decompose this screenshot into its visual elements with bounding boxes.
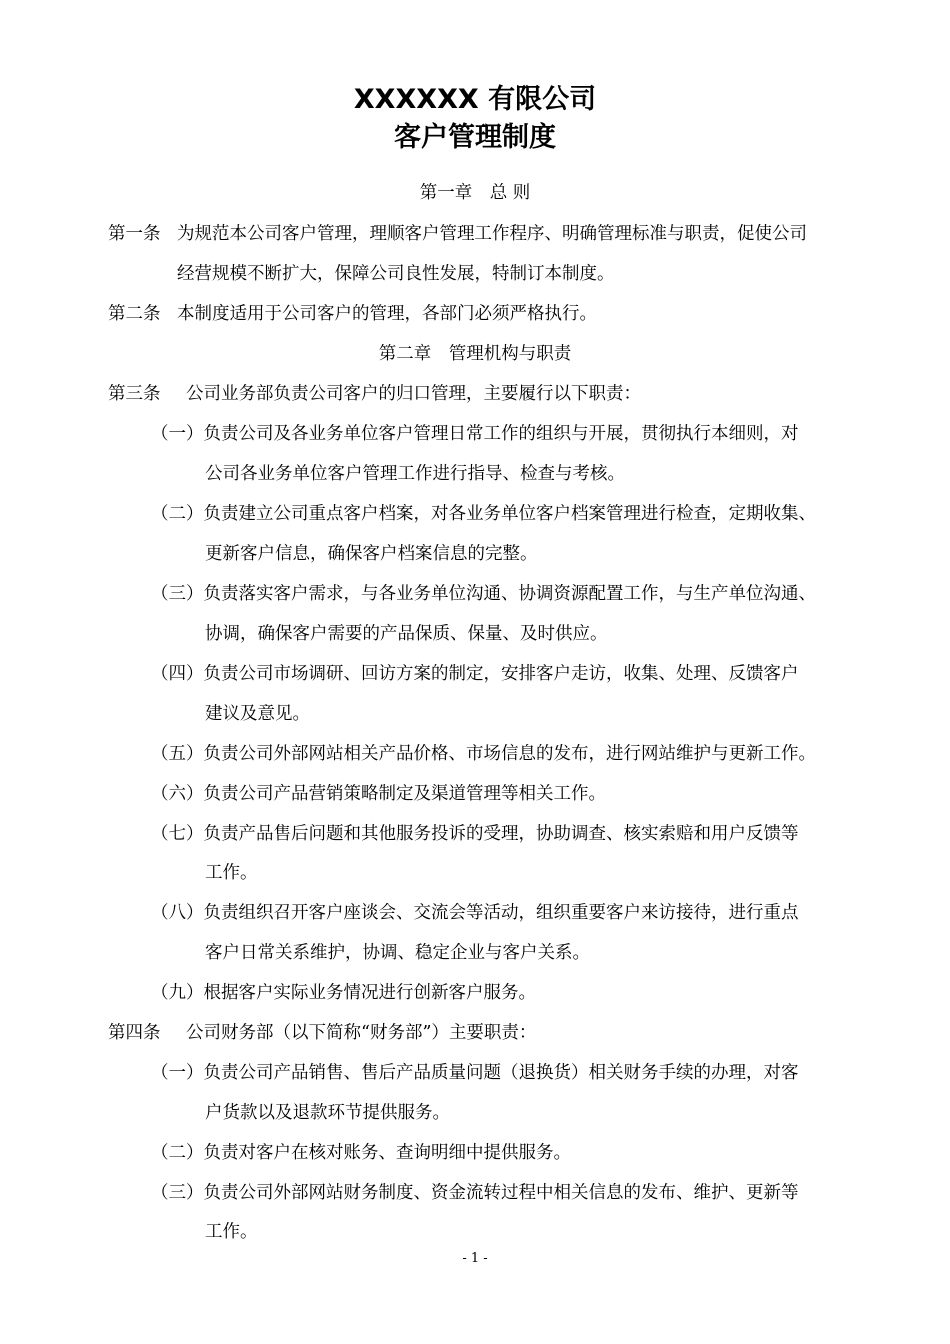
list-item: （二）负责对客户在核对账务、查询明细中提供服务。	[151, 1143, 571, 1163]
article-4-text: 公司财务部（以下简称“财务部”）主要职责：	[186, 1023, 537, 1043]
list-item: （七）负责产品售后问题和其他服务投诉的受理，协助调查、核实索赔和用户反馈等	[151, 824, 799, 844]
article-2-label: 第二条	[108, 304, 161, 324]
article-2-text: 本制度适用于公司客户的管理，各部门必须严格执行。	[177, 304, 597, 324]
list-item: （九）根据客户实际业务情况进行创新客户服务。	[151, 983, 536, 1003]
list-item-continuation: 工作。	[205, 1222, 258, 1242]
article-3-label: 第三条	[108, 384, 161, 404]
list-item-continuation: 建议及意见。	[205, 704, 310, 724]
list-item: （二）负责建立公司重点客户档案，对各业务单位客户档案管理进行检查，定期收集、	[151, 504, 816, 524]
article-1-text-line2: 经营规模不断扩大，保障公司良性发展，特制订本制度。	[177, 264, 615, 284]
list-item-continuation: 客户日常关系维护，协调、稳定企业与客户关系。	[205, 943, 590, 963]
company-title: XXXXXX 有限公司	[353, 84, 597, 115]
list-item: （八）负责组织召开客户座谈会、交流会等活动，组织重要客户来访接待，进行重点	[151, 903, 799, 923]
article-1-label: 第一条	[108, 224, 161, 244]
list-item: （一）负责公司及各业务单位客户管理日常工作的组织与开展，贯彻执行本细则，对	[151, 424, 799, 444]
list-item: （一）负责公司产品销售、售后产品质量问题（退换货）相关财务手续的办理，对客	[151, 1063, 799, 1083]
list-item: （三）负责落实客户需求，与各业务单位沟通、协调资源配置工作，与生产单位沟通、	[151, 584, 816, 604]
list-item-continuation: 户货款以及退款环节提供服务。	[205, 1103, 450, 1123]
list-item: （三）负责公司外部网站财务制度、资金流转过程中相关信息的发布、维护、更新等	[151, 1183, 799, 1203]
page-number: - 1 -	[462, 1251, 488, 1266]
article-4-label: 第四条	[108, 1023, 161, 1043]
list-item: （六）负责公司产品营销策略制定及渠道管理等相关工作。	[151, 784, 606, 804]
chapter-1-heading: 第一章 总 则	[419, 183, 531, 203]
article-3-text: 公司业务部负责公司客户的归口管理，主要履行以下职责：	[186, 384, 641, 404]
list-item-continuation: 更新客户信息，确保客户档案信息的完整。	[205, 544, 538, 564]
list-item-continuation: 协调，确保客户需要的产品保质、保量、及时供应。	[205, 624, 608, 644]
list-item-continuation: 工作。	[205, 863, 258, 883]
article-1-text-line1: 为规范本公司客户管理，理顺客户管理工作程序、明确管理标准与职责，促使公司	[177, 224, 807, 244]
list-item: （四）负责公司市场调研、回访方案的制定，安排客户走访，收集、处理、反馈客户	[151, 664, 799, 684]
list-item-continuation: 公司各业务单位客户管理工作进行指导、检查与考核。	[205, 464, 625, 484]
chapter-2-heading: 第二章 管理机构与职责	[378, 344, 572, 364]
list-item: （五）负责公司外部网站相关产品价格、市场信息的发布，进行网站维护与更新工作。	[151, 744, 816, 764]
document-title: 客户管理制度	[394, 122, 556, 153]
